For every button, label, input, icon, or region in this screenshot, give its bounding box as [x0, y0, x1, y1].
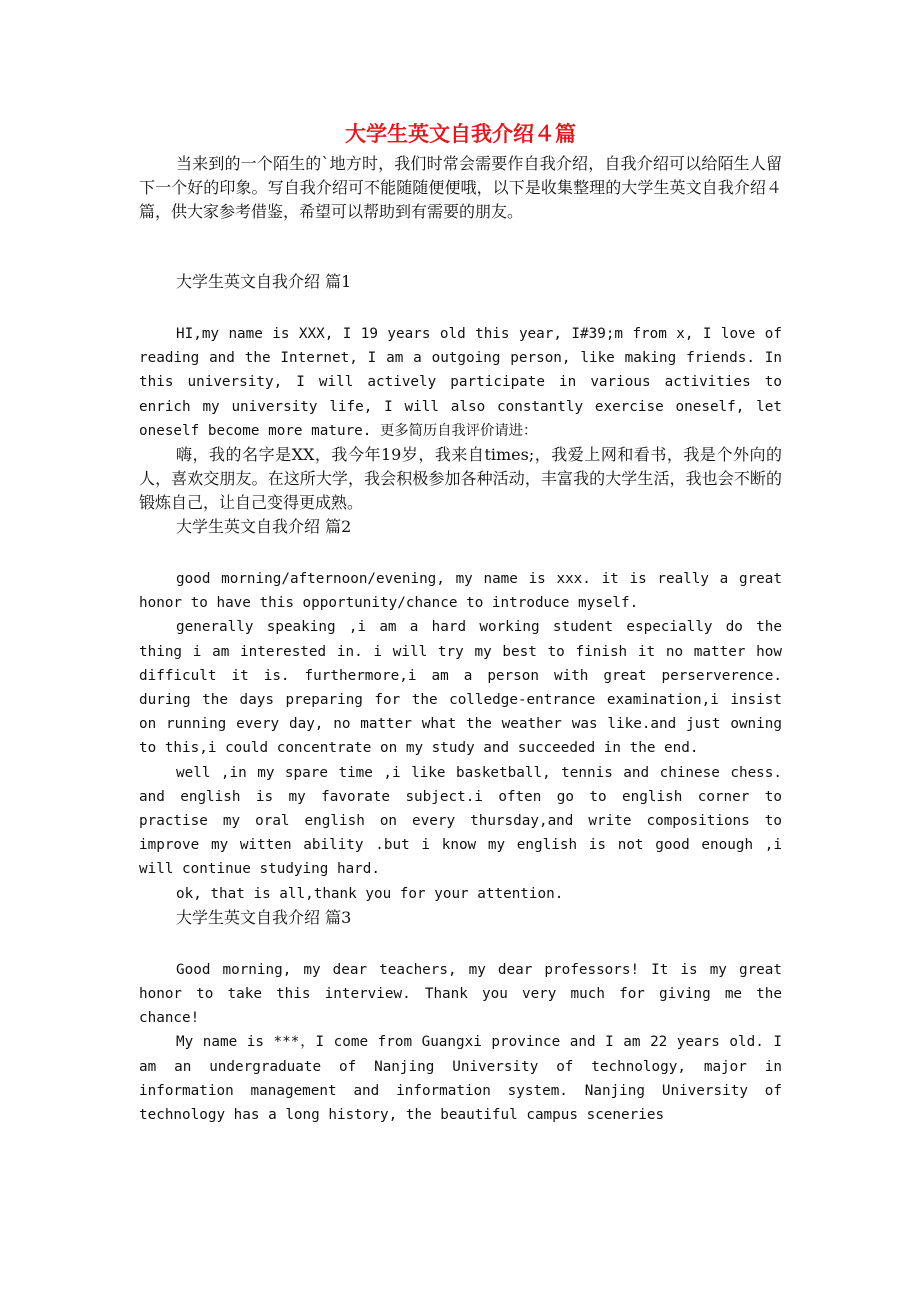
section-2-paragraph-1: good morning/afternoon/evening, my name is xxx. it is really a great honor to have this opportunity/chance to introduce myself. — [139, 571, 782, 612]
section-2-paragraph-2: generally speaking ,i am a hard working student especially do the thing i am interested in. i will try my best to finish it no matter how difficult it is. furthermore,i am a person with great perserverence. during the days preparing for the colledge-entrance examination,i insist on running every day, no matter what the weather was like.and just owning to this,i could concentrate on my study and succeeded in the end. — [139, 619, 782, 757]
section-1-paragraph-en: HI,my name is XXX, I 19 years old this year, I#39;m from x, I love of reading and the Internet, I am a outgoing person, like making friends. In this university, I will actively participate in various activities to enrich my university life, I will also constantly exercise oneself, let oneself become more mature. 更多简历自我评价请进： — [139, 326, 782, 439]
section-3-paragraph-1: Good morning, my dear teachers, my dear professors! It is my great honor to take this interview. Thank you very much for giving me the chance! — [139, 961, 782, 1027]
section-2-heading: 大学生英文自我介绍 篇2 — [176, 517, 352, 537]
spacer — [139, 930, 782, 958]
section-1-paragraph-zh: 嗨，我的名字是XX，我今年19岁，我来自times;，我爱上网和看书，我是个外向的人，喜欢交朋友。在这所大学，我会积极参加各种活动，丰富我的大学生活，我也会不断的锻炼自己，让自己变得更成熟。 — [139, 445, 782, 513]
section-1-heading: 大学生英文自我介绍 篇1 — [176, 272, 352, 291]
spacer — [139, 539, 782, 567]
section-3-paragraph-2: My name is ***，I come from Guangxi province and I am 22 years old. I am an undergraduate of Nanjing University of technology, major in information management and information system. Nanjing University of technology has a long history, the beautiful campus sceneries — [139, 1034, 782, 1124]
document-title: 大学生英文自我介绍４篇 — [345, 121, 576, 146]
section-3-heading: 大学生英文自我介绍 篇3 — [176, 907, 352, 927]
intro-paragraph: 当来到的一个陌生的`地方时，我们时常会需要作自我介绍，自我介绍可以给陌生人留下一个好的印象。写自我介绍可不能随随便便哦，以下是收集整理的大学生英文自我介绍４篇，供大家参考借鉴，希望可以帮助到有需要的朋友。 — [139, 154, 782, 221]
section-2-paragraph-4: ok, that is all,thank you for your attention. — [176, 885, 564, 902]
spacer — [139, 224, 782, 270]
spacer — [139, 294, 782, 322]
document-page — [139, 118, 782, 1127]
section-2-paragraph-3: well ,in my spare time ,i like basketball, tennis and chinese chess. and english is my favorate subject.i often go to english corner to practise my oral english on every thursday,and write compositions to improve my witten ability .but i know my english is not good enough ,i will continue studying hard. — [139, 764, 782, 878]
